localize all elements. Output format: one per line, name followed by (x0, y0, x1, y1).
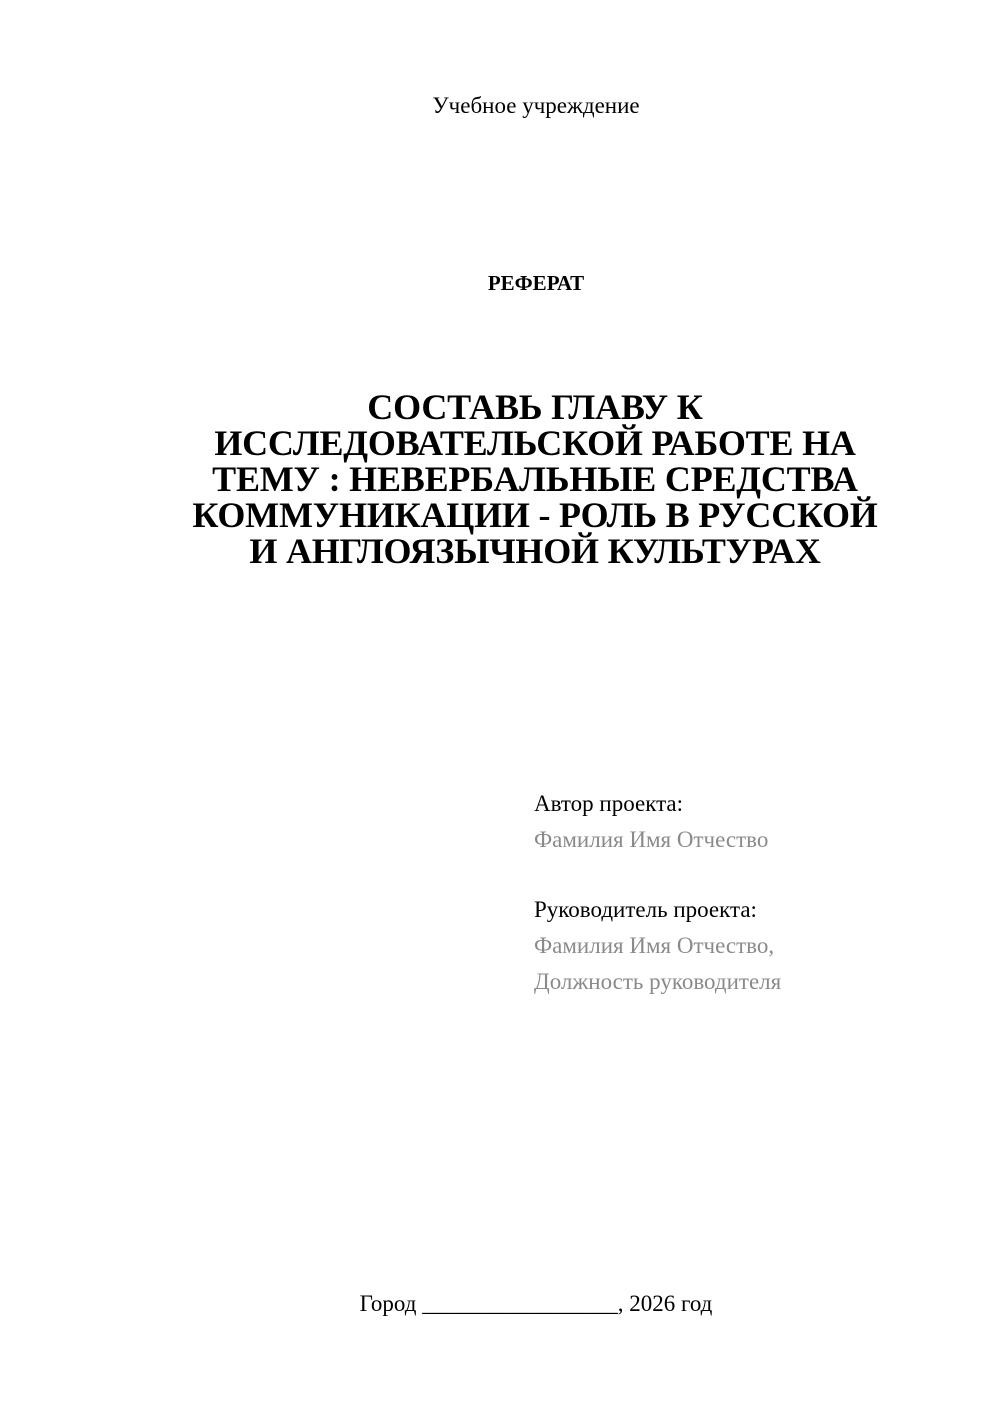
institution-name: Учебное учреждение (432, 93, 640, 118)
title-line: КОММУНИКАЦИИ - РОЛЬ В РУССКОЙ (192, 495, 878, 535)
author-block (534, 786, 768, 858)
title-line: ИССЛЕДОВАТЕЛЬСКОЙ РАБОТЕ НА (214, 423, 856, 463)
supervisor-block (534, 892, 781, 1000)
title-line: СОСТАВЬ ГЛАВУ К (367, 387, 703, 427)
document-type: РЕФЕРАТ (487, 271, 585, 295)
document-title (140, 389, 930, 569)
supervisor-label: Руководитель проекта: (534, 897, 757, 922)
city-year-line: Город _________________, 2026 год (359, 1291, 713, 1316)
supervisor-name: Фамилия Имя Отчество, (534, 933, 775, 958)
author-name: Фамилия Имя Отчество (534, 827, 769, 852)
author-label: Автор проекта: (534, 791, 683, 816)
supervisor-position: Должность руководителя (534, 969, 782, 994)
title-line: И АНГЛОЯЗЫЧНОЙ КУЛЬТУРАХ (249, 531, 821, 571)
title-line: ТЕМУ : НЕВЕРБАЛЬНЫЕ СРЕДСТВА (212, 459, 858, 499)
